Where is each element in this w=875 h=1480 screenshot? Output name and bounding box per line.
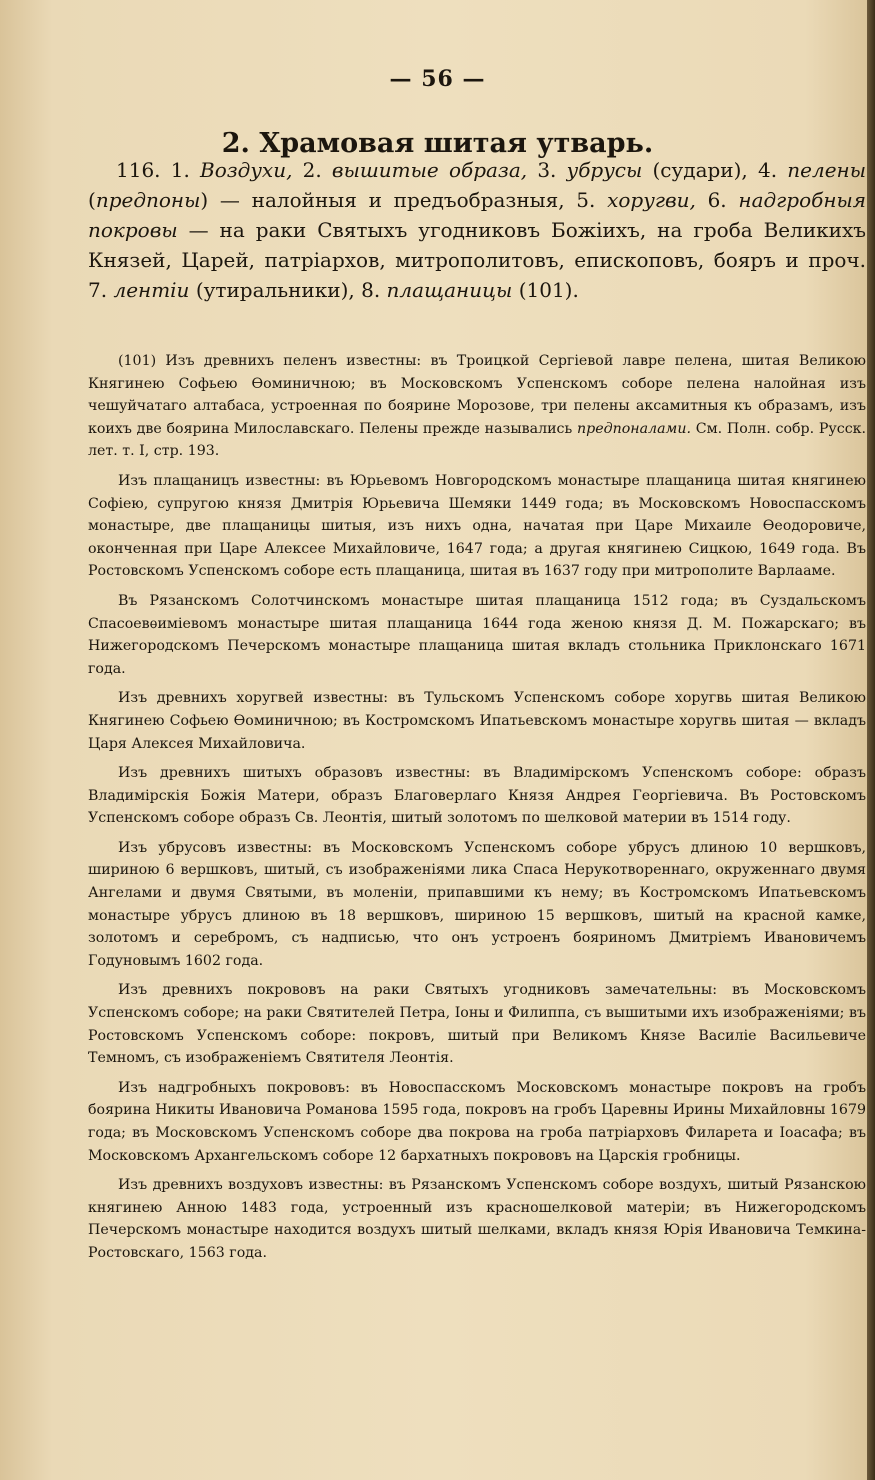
page-number: — 56 — <box>389 66 486 92</box>
footnote-paragraph: Изъ надгробныхъ покрововъ: въ Новоспасскомъ Московскомъ монастыре покровъ на гробъ боярина Никиты Ивановича Романова 1595 года, покровъ на гробъ Царевны Ирины Михайловны 1679 года; въ Московскомъ Успенскомъ соборе два покрова на гроба патрiарховъ Филарета и Iоасафа; въ Московскомъ Архангельскомъ соборе 12 бархатныхъ покрововъ на Царскiя гробницы. <box>88 1079 866 1164</box>
section-heading: 2. Храмовая шитая утварь. <box>221 128 654 159</box>
footnote-paragraph: Изъ древнихъ покрововъ на раки Святыхъ угодниковъ замечательны: въ Московскомъ Успенскомъ соборе; на раки Святителей Петра, Iоны и Филиппа, съ вышитыми ихъ изображенiями; въ Ростовскомъ Успенскомъ соборе: покровъ, шитый при Великомъ Князе Василiе Васильевиче Темномъ, съ изображенiемъ Святителя Леонтiя. <box>88 982 866 1067</box>
footnote-paragraph: (101) Изъ древнихъ пеленъ известны: въ Троицкой Сергiевой лавре пелена, шитая Великою Княгинею Софьею Ѳоминичною; въ Московскомъ Успенскомъ соборе пелена налойная изъ чешуйчатаго алтабаса, устроенная по боярине Морозове, три пелены аксамитныя къ образамъ, изъ коихъ две боярина Милославскаго. Пелены прежде назывались предпоналами. См. Полн. собр. Русск. лет. т. I, стр. 193. <box>88 353 867 460</box>
footnote-paragraph: Изъ убрусовъ известны: въ Московскомъ Успенскомъ соборе убрусъ длиною 10 вершковъ, шириною 6 вершковъ, шитый, съ изображенiями лика Спаса Нерукотвореннаго, окруженнаго двумя Ангелами и двумя Святыми, въ моленiи, припавшими къ нему; въ Костромскомъ Ипатьевскомъ монастыре убрусъ длиною въ 18 вершковъ, шириною 15 вершковъ, шитый на красной камке, золотомъ и серебромъ, съ надписью, что онъ устроенъ бояриномъ Дмитрiемъ Ивановичемъ Годуновымъ 1602 года. <box>88 839 866 969</box>
footnote-paragraph: Изъ древнихъ шитыхъ образовъ известны: въ Владимiрскомъ Успенскомъ соборе: образъ Владимiрскiя Божiя Матери, образъ Благоверлаго Князя Андрея Георгiевича. Въ Ростовскомъ Успенскомъ соборе образъ Св. Леонтiя, шитый золотомъ по шелковой материи въ 1514 году. <box>88 765 866 827</box>
footnote-paragraph: Изъ древнихъ хоругвей известны: въ Тульскомъ Успенскомъ соборе хоругвь шитая Великою Княгинею Софьею Ѳоминичною; въ Костромскомъ Ипатьевскомъ монастыре хоругвь шитая — вкладъ Царя Алексея Михайловича. <box>88 690 866 752</box>
footnote-paragraph: Изъ плащаницъ известны: въ Юрьевомъ Новгородскомъ монастыре плащаница шитая княгинею Софiею, супругою князя Дмитрiя Юрьевича Шемяки 1449 года; въ Московскомъ Новоспасскомъ монастыре, две плащаницы шитыя, изъ нихъ одна, начатая при Царе Михаиле Ѳеодоровиче, оконченная при Царе Алексее Михайловиче, 1647 года; а другая княгинею Сицкою, 1649 года. Въ Ростовскомъ Успенскомъ соборе есть плащаница, шитая въ 1637 году при митрополите Варлааме. <box>88 472 866 580</box>
intro-paragraph: 116. 1. Воздухи, 2. вышитые образа, 3. убрусы (судари), 4. пелены (предпоны) — налойныя и предъобразныя, 5. хоругви, 6. надгробныя покровы — на раки Святыхъ угодниковъ Божiихъ, на гроба Великихъ Князей, Царей, патрiархов, митрополитовъ, епископовъ, бояръ и проч. 7. лентiи (утиральники), 8. плащаницы (101). <box>88 158 867 302</box>
page-binding-edge <box>867 0 875 1480</box>
footnotes <box>88 350 866 1272</box>
footnote-ref: (101). <box>518 278 579 302</box>
footnote-paragraph: Въ Рязанскомъ Солотчинскомъ монастыре шитая плащаница 1512 года; въ Суздальскомъ Спасоевѳимiевомъ монастыре шитая плащаница 1644 года женою князя Д. М. Пожарскаго; въ Нижегородскомъ Печерскомъ монастыре плащаница шитая вкладъ стольника Приклонскаго 1671 года. <box>88 592 866 677</box>
footnote-paragraph: Изъ древнихъ воздуховъ известны: въ Рязанскомъ Успенскомъ соборе воздухъ, шитый Рязанскою княгинею Анною 1483 года, устроенный изъ краснoшелковой матерiи; въ Нижегородскомъ Печерскомъ монастыре находится воздухъ шитый шелками, вкладъ князя Юрiя Ивановича Темкина-Ростовскаго, 1563 года. <box>88 1177 866 1261</box>
paragraph-number: 116. <box>116 158 161 182</box>
